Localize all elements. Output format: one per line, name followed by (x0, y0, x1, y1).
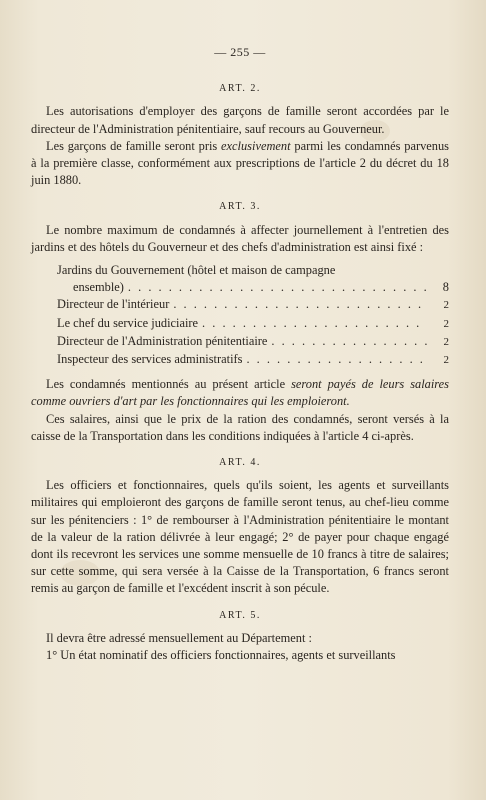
list-item-label: Directeur de l'intérieur (57, 297, 170, 312)
article-2-emphasis: exclusivement (221, 138, 291, 153)
article-3-salaries-paragraph: Ces salaires, ainsi que le prix de la ration des condamnés, seront versés à la caisse de la Transportation dans les conditions indiquées à l'article 4 ci-après. (31, 411, 449, 443)
article-4-paragraph: Les officiers et fonctionnaires, quels qu'ils soient, les agents et surveillants militaires qui emploieront des garçons de famille seront tenus, au chef-lieu comme sur les pénitenciers : 1° de rembourser à l'Administration pénitentiaire le montant de la valeur de la ration délivrée à leur engagé; 2° de payer pour chaque engagé dont ils recevront les services une somme mensuelle de 10 francs à titre de salaires; sur cette somme, qui sera versée à la Caisse de la Transportation, 6 francs seront remis au garçon de famille et l'excédent inscrit à son pécule. (31, 478, 449, 596)
article-2-paragraph-2-start: Les garçons de famille seront pris (46, 138, 222, 153)
page-text (31, 44, 449, 664)
article-3-payment-start: Les condamnés mentionnés au présent article (46, 377, 292, 392)
dot-leader (202, 315, 427, 332)
list-item (57, 296, 449, 314)
article-5-paragraph-1: Il devra être adressé mensuellement au Département : (46, 630, 312, 645)
article-2-paragraph-2 (31, 138, 449, 190)
article-2-paragraph-2-end: parmi les condamnés parvenus à la première classe, conformément aux prescriptions de l'article 2 du décret du 18 juin 1880. (31, 138, 449, 188)
page-number: — 255 — (214, 45, 266, 59)
list-item (57, 351, 449, 369)
article-2-heading: ART. 2. (219, 83, 261, 95)
article-4-heading: ART. 4. (219, 457, 261, 469)
article-5-paragraph-2: 1° Un état nominatif des officiers fonctionnaires, agents et surveillants (46, 648, 396, 663)
dot-leader (173, 296, 427, 313)
article-2-paragraph-1: Les autorisations d'employer des garçons de famille seront accordées par le directeur de l'Administration pénitentiaire, sauf recours au Gouverneur. (31, 104, 449, 136)
article-3-intro: Le nombre maximum de condamnés à affecter journellement à l'entretien des jardins et des hôtels du Gouverneur et des chefs d'administration est ainsi fixé : (31, 222, 449, 254)
dot-leader (271, 333, 427, 350)
article-3-payment-paragraph (31, 376, 449, 410)
list-item-1-line-1: Jardins du Gouvernement (hôtel et maison de campagne (57, 263, 336, 278)
list-item-label: Le chef du service judiciaire (57, 315, 199, 330)
list-item (57, 315, 449, 333)
dot-leader (128, 279, 427, 296)
list-item-label: Directeur de l'Administration pénitentiaire (57, 333, 268, 348)
list-item (57, 279, 449, 296)
article-3-emphasis: seront payés de leurs salaires comme ouvriers d'art par les fonctionnaires qui les emploieront. (31, 377, 449, 409)
list-item-count: 2 (443, 335, 449, 348)
list-item-label: Inspecteur des services administratifs (57, 352, 243, 367)
article-3-heading: ART. 3. (219, 201, 261, 213)
article-5-heading: ART. 5. (219, 609, 261, 621)
list-item-count: 2 (443, 317, 449, 330)
list-item-label: ensemble) (73, 280, 124, 295)
list-item-count: 2 (443, 299, 449, 312)
list-item-count: 8 (442, 280, 449, 295)
staffing-list (31, 262, 449, 369)
list-item (57, 333, 449, 351)
list-item-count: 2 (443, 354, 449, 367)
dot-leader (246, 351, 427, 368)
